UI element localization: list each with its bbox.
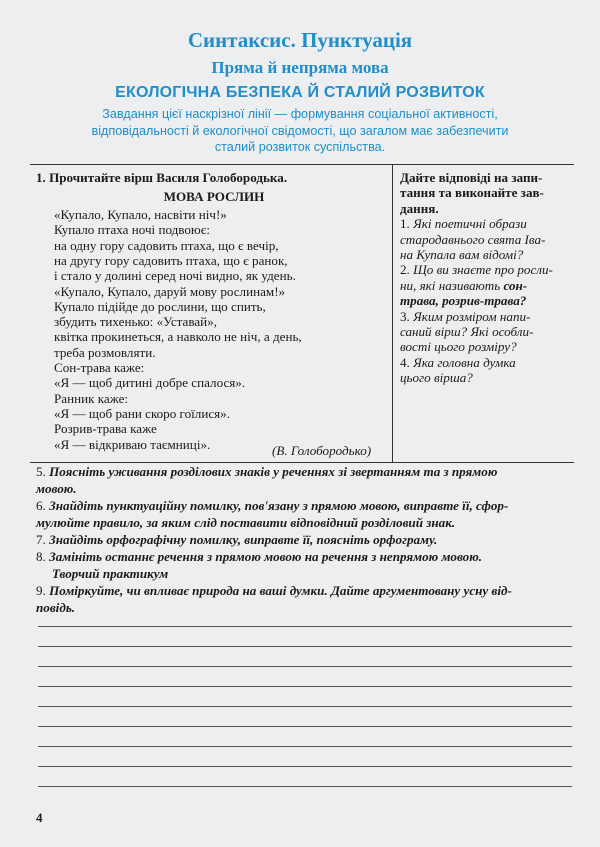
question-fragment: Яка головна думка	[413, 354, 516, 370]
question-line	[400, 278, 527, 294]
answer-line[interactable]	[38, 706, 572, 707]
question-fragment: Яким розміром напи-	[413, 308, 531, 324]
question-line	[400, 232, 545, 248]
task-9: 9. Поміркуйте, чи впливає природа на ваші думки. Дайте аргументовану усну від-	[36, 583, 512, 598]
question-fragment: саний вірш? Які особли-	[400, 324, 534, 339]
answer-line[interactable]	[38, 766, 572, 767]
task-5-cont: мовою.	[36, 481, 77, 496]
question-line	[400, 339, 517, 355]
question-line	[400, 170, 542, 186]
question-fragment: вості цього розміру?	[400, 339, 517, 355]
poem-line: на одну гору садовить птаха, що є вечір,	[54, 237, 279, 253]
question-line	[400, 324, 533, 340]
question-fragment: Що ви знаєте про росли-	[413, 262, 553, 278]
answer-line[interactable]	[38, 686, 572, 687]
theme-intro	[60, 106, 540, 156]
poem-line: і стало у долині серед ночі видно, як удень.	[54, 268, 296, 284]
poem-line: збудить тихенько: «Уставай»,	[54, 314, 217, 330]
table-column-divider	[392, 164, 393, 462]
question-line	[400, 247, 523, 263]
poem-line: Розрив-трава каже	[54, 421, 157, 437]
table-bottom-rule	[30, 462, 574, 463]
question-fragment: 1.	[400, 216, 414, 232]
task-7: 7. Знайдіть орфографічну помилку, виправте її, поясніть орфограму.	[36, 532, 438, 547]
chapter-title: Синтаксис. Пунктуація	[187, 28, 413, 52]
task-1-label: 1. Прочитайте вірш Василя Голобородька.	[36, 170, 288, 185]
poem-author: (В. Голобородько)	[272, 443, 372, 458]
poem-line: треба розмовляти.	[54, 344, 156, 360]
question-fragment: 4.	[400, 354, 414, 370]
intro-line: Завдання цієї наскрізної лінії — формування соціальної активності,	[102, 107, 498, 121]
task-8: 8. Замініть останнє речення з прямою мовою на речення з непрямою мовою.	[36, 549, 483, 564]
intro-line: сталий розвиток суспільства.	[214, 140, 386, 154]
question-fragment: ни, які називають	[400, 277, 504, 293]
poem-line: «Я — щоб дитині добре спалося».	[54, 375, 246, 391]
question-line	[400, 355, 516, 371]
table-top-rule	[30, 164, 574, 165]
poem-line: Сон-трава каже:	[54, 360, 145, 375]
question-fragment: Дайте відповіді на запи-	[400, 170, 543, 185]
poem-line: Купало птаха ночі подвоює:	[54, 222, 210, 238]
task-5: 5. Поясніть уживання розділових знаків у реченнях зі звертанням та з прямою	[36, 464, 498, 479]
intro-line: відповідальності й екологічної свідомості, що загалом має забезпечити	[91, 123, 509, 138]
answer-line[interactable]	[38, 626, 572, 627]
theme-title: ЕКОЛОГІЧНА БЕЗПЕКА Й СТАЛИЙ РОЗВИТОК	[115, 84, 485, 101]
poem-title: МОВА РОСЛИН	[163, 189, 265, 204]
answer-line[interactable]	[38, 746, 572, 747]
question-fragment: дання.	[400, 200, 439, 216]
question-line	[400, 262, 553, 278]
section-title: Пряма й непряма мова	[211, 58, 389, 77]
question-fragment: сон-	[503, 277, 528, 293]
question-line	[400, 185, 544, 201]
question-fragment: тання та виконайте зав-	[400, 185, 544, 201]
poem-line: «Купало, Купало, даруй мову рослинам!»	[54, 283, 286, 299]
question-line	[400, 293, 526, 309]
task-9-cont: повідь.	[36, 600, 76, 615]
question-fragment: Які поетичні образи	[413, 216, 527, 232]
question-fragment: цього вірша?	[400, 370, 473, 386]
answer-line[interactable]	[38, 646, 572, 647]
task-6: 6. Знайдіть пунктуаційну помилку, пов'язану з прямою мовою, виправте її, сфор-	[36, 498, 509, 513]
question-line	[400, 309, 530, 325]
poem-line: Купало підійде до рослини, що спить,	[54, 298, 266, 314]
poem-line: «Я — відкриваю таємниці».	[54, 436, 211, 452]
answer-line[interactable]	[38, 666, 572, 667]
task-6-cont: мулюйте правило, за яким слід поставити відповідний розділовий знак.	[36, 515, 456, 530]
poem-line: «Купало, Купало, насвіти ніч!»	[54, 207, 227, 222]
poem-line: Ранник каже:	[54, 390, 129, 406]
question-line	[400, 370, 473, 386]
question-fragment: на Купала вам відомі?	[400, 247, 524, 262]
question-line	[400, 201, 439, 217]
question-fragment: 3.	[400, 308, 414, 324]
question-line	[400, 216, 527, 232]
poem-line: на другу гору садовить птаха, що є ранок,	[54, 252, 288, 268]
question-fragment: стародавнього свята Іва-	[400, 231, 546, 247]
answer-line[interactable]	[38, 726, 572, 727]
page-number: 4	[36, 810, 43, 825]
poem-line: квітка прокинеться, а навколо не ніч, а день,	[54, 329, 302, 345]
creative-heading: Творчий практикум	[52, 566, 169, 581]
poem-line: «Я — щоб рани скоро гоїлися».	[54, 405, 230, 421]
answer-line[interactable]	[38, 786, 572, 787]
question-fragment: трава, розрив-трава?	[400, 293, 527, 309]
question-fragment: 2.	[400, 262, 414, 278]
